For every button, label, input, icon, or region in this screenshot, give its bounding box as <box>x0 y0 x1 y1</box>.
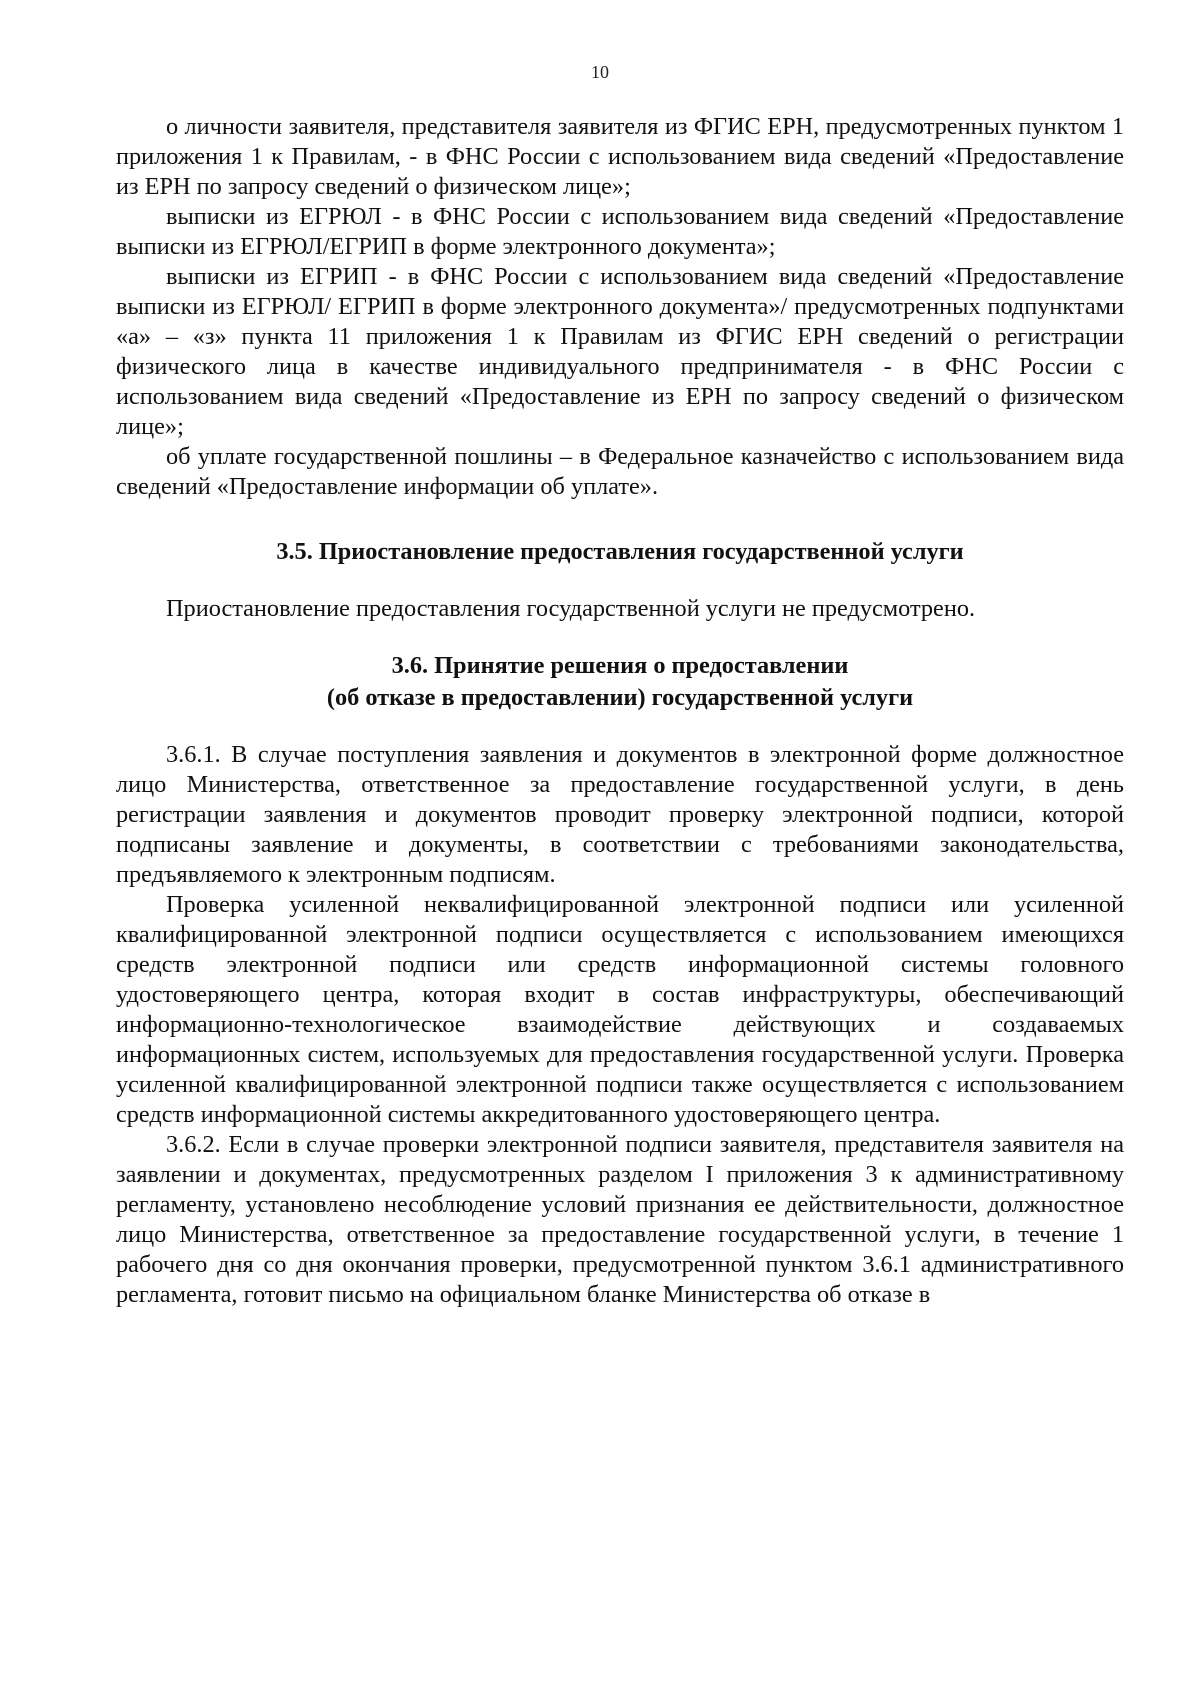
page-number: 10 <box>591 62 609 82</box>
page-content <box>116 112 1124 1310</box>
spacer <box>116 502 1124 536</box>
section-heading-3-6-line2: (об отказе в предоставлении) государственной услуги <box>326 684 914 711</box>
section-heading-3-6-line1: 3.6. Принятие решения о предоставлении <box>391 652 849 679</box>
spacer <box>116 624 1124 650</box>
paragraph-egrip-extract: выписки из ЕГРИП - в ФНС России с использованием вида сведений «Предоставление выписки из ЕГРЮЛ/ ЕГРИП в форме электронного документа»/ предусмотренных подпунктами «а» – «з» пункта 11 приложения 1 к Правилам из ФГИС ЕРН сведений о регистрации физического лица в качестве индивидуального предпринимателя - в ФНС России с использованием вида сведений «Предоставление из ЕРН по запросу сведений о физическом лице»; <box>116 263 1124 440</box>
spacer <box>116 714 1124 740</box>
spacer <box>116 568 1124 594</box>
paragraph-suspension: Приостановление предоставления государственной услуги не предусмотрено. <box>166 595 976 622</box>
paragraph-3-6-1: 3.6.1. В случае поступления заявления и документов в электронной форме должностное лицо Министерства, ответственное за предоставление государственной услуги, в день регистрации заявления и документов проводит проверку электронной подписи, которой подписаны заявление и документы, в соответствии с требованиями законодательства, предъявляемого к электронным подписям. <box>116 741 1124 888</box>
section-heading-3-5: 3.5. Приостановление предоставления государственной услуги <box>276 538 964 565</box>
section-heading-3-6 <box>116 650 1124 714</box>
paragraph-signature-check: Проверка усиленной неквалифицированной электронной подписи или усиленной квалифицированной электронной подписи осуществляется с использованием имеющихся средств электронной подписи или средств информационной системы головного удостоверяющего центра, которая входит в состав инфраструктуры, обеспечивающий информационно-технологическое взаимодействие действующих и создаваемых информационных систем, используемых для предоставления государственной услуги. Проверка усиленной квалифицированной электронной подписи также осуществляется с использованием средств информационной системы аккредитованного удостоверяющего центра. <box>116 891 1124 1128</box>
paragraph-egrul-extract: выписки из ЕГРЮЛ - в ФНС России с использованием вида сведений «Предоставление выписки из ЕГРЮЛ/ЕГРИП в форме электронного документа»; <box>116 203 1124 260</box>
paragraph-3-6-2: 3.6.2. Если в случае проверки электронной подписи заявителя, представителя заявителя на заявлении и документах, предусмотренных разделом I приложения 3 к административному регламенту, установлено несоблюдение условий признания ее действительности, должностное лицо Министерства, ответственное за предоставление государственной услуги, в течение 1 рабочего дня со дня окончания проверки, предусмотренной пунктом 3.6.1 административного регламента, готовит письмо на официальном бланке Министерства об отказе в <box>116 1131 1124 1308</box>
paragraph-person-info: о личности заявителя, представителя заявителя из ФГИС ЕРН, предусмотренных пунктом 1 приложения 1 к Правилам, - в ФНС России с использованием вида сведений «Предоставление из ЕРН по запросу сведений о физическом лице»; <box>116 113 1124 200</box>
paragraph-state-fee: об уплате государственной пошлины – в Федеральное казначейство с использованием вида сведений «Предоставление информации об уплате». <box>116 443 1124 500</box>
